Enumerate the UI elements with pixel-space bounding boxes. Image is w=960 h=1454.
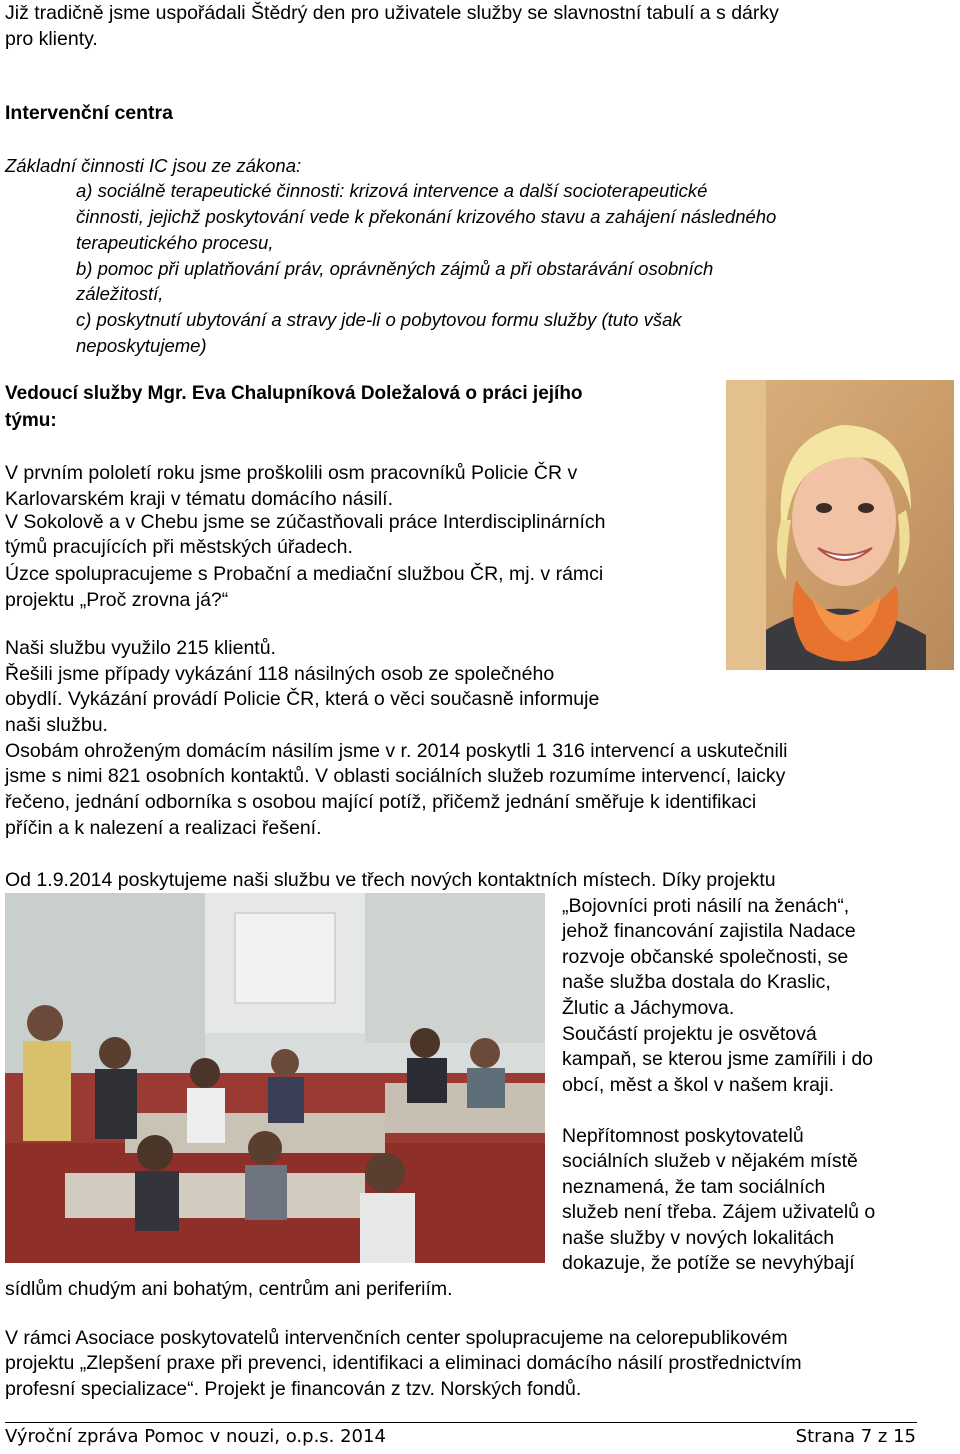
footer-divider <box>5 1422 917 1423</box>
activity-line: neposkytujeme) <box>76 335 207 356</box>
side-text-line: Žlutic a Jáchymova. <box>562 997 735 1019</box>
body-line: obydlí. Vykázání provádí Policie ČR, která o věci současně informuje <box>5 688 600 710</box>
body-line: týmů pracujících při městských úřadech. <box>5 536 353 558</box>
side-text-line: dokazuje, že potíže se nevyhýbají <box>562 1252 855 1274</box>
body-line: Řešili jsme případy vykázání 118 násilných osob ze společného <box>5 663 555 685</box>
body-line: V prvním pololetí roku jsme proškolili osm pracovníků Policie ČR v <box>5 462 578 484</box>
side-text-line: rozvoje občanské společnosti, se <box>562 946 849 968</box>
body-line: projektu „Proč zrovna já?“ <box>5 589 229 611</box>
body-line: jsme s nimi 821 osobních kontaktů. V oblasti sociálních služeb rozumíme intervencí, laicky <box>5 765 786 787</box>
intro-line: Již tradičně jsme uspořádali Štědrý den pro uživatele služby se slavnostní tabulí a s dárky <box>5 2 779 24</box>
activity-line: c) poskytnutí ubytování a stravy jde-li o pobytovou formu služby (tuto však <box>76 309 682 330</box>
leader-heading: týmu: <box>5 410 57 431</box>
final-para-line: V rámci Asociace poskytovatelů intervenčních center spolupracujeme na celorepublikovém <box>5 1327 788 1349</box>
side-text-line: „Bojovníci proti násilí na ženách“, <box>562 895 850 917</box>
side-text-line: naše služba dostala do Kraslic, <box>562 971 831 993</box>
final-para-line: projektu „Zlepšení praxe při prevenci, identifikaci a eliminaci domácího násilí prostřednictvím <box>5 1352 802 1374</box>
activity-line: činnosti, jejichž poskytování vede k překonání krizového stavu a zahájení následného <box>76 206 777 227</box>
final-para-line: profesní specializace“. Projekt je financován z tzv. Norských fondů. <box>5 1378 582 1400</box>
side-text-line: sociálních služeb v nějakém místě <box>562 1150 858 1172</box>
intro-line: pro klienty. <box>5 28 98 50</box>
body-line: řečeno, jednání odborníka s osobou mající potíž, přičemž jednání směřuje k identifikaci <box>5 791 757 813</box>
side-text-line: naše služby v nových lokalitách <box>562 1227 835 1249</box>
activity-line: terapeutického procesu, <box>76 232 274 253</box>
portrait-photo <box>726 380 954 670</box>
body-line: Osobám ohroženým domácím násilím jsme v r. 2014 poskytli 1 316 intervencí a uskutečnili <box>5 740 788 762</box>
body-line: Karlovarském kraji v tématu domácího násilí. <box>5 488 393 510</box>
side-text-line: Součástí projektu je osvětová <box>562 1023 817 1045</box>
body-line: naši službu. <box>5 714 108 736</box>
activities-intro: Základní činnosti IC jsou ze zákona: <box>5 155 302 176</box>
body-line: příčin a k nalezení a realizaci řešení. <box>5 817 322 839</box>
side-text-line: jehož financování zajistila Nadace <box>562 920 856 942</box>
activity-line: a) sociálně terapeutické činnosti: krizová intervence a další socioterapeutické <box>76 180 708 201</box>
side-text-line: kampaň, se kterou jsme zamířili i do <box>562 1048 874 1070</box>
side-text-line: obcí, měst a škol v našem kraji. <box>562 1074 835 1096</box>
section-title: Intervenční centra <box>5 102 173 124</box>
page-number: Strana 7 z 15 <box>795 1426 916 1447</box>
footer-title: Výroční zpráva Pomoc v nouzi, o.p.s. 2014 <box>5 1426 386 1447</box>
body-line: Naši službu využilo 215 klientů. <box>5 637 276 659</box>
activity-line: záležitostí, <box>76 283 164 304</box>
body-line: V Sokolově a v Chebu jsme se zúčastňovali práce Interdisciplinárních <box>5 511 606 533</box>
leader-heading: Vedoucí služby Mgr. Eva Chalupníková Doležalová o práci jejího <box>5 383 583 404</box>
side-text-line: služeb není třeba. Zájem uživatelů o <box>562 1201 876 1223</box>
body-line: Úzce spolupracujeme s Probační a mediační službou ČR, mj. v rámci <box>5 563 604 585</box>
activity-line: b) pomoc při uplatňování práv, oprávněných zájmů a při obstarávání osobních <box>76 258 714 279</box>
closing-line: sídlům chudým ani bohatým, centrům ani periferiím. <box>5 1278 453 1300</box>
classroom-photo <box>5 893 545 1263</box>
contact-points-line: Od 1.9.2014 poskytujeme naši službu ve třech nových kontaktních místech. Díky projektu <box>5 869 776 891</box>
side-text-line: neznamená, že tam sociálních <box>562 1176 826 1198</box>
side-text-line: Nepřítomnost poskytovatelů <box>562 1125 804 1147</box>
